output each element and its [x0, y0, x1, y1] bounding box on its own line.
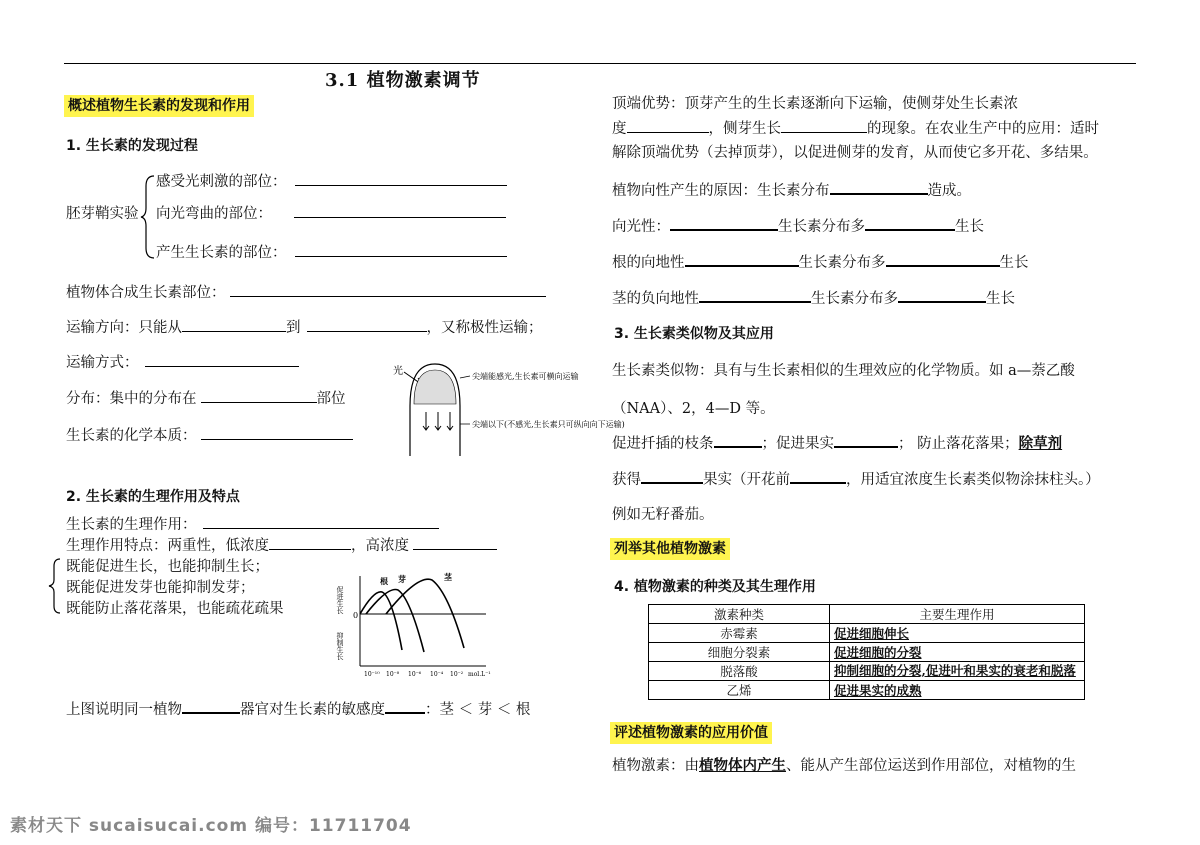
- hormone-name: 脱落酸: [649, 662, 830, 681]
- light-label: 光: [393, 366, 403, 377]
- xtick-1: 10⁻¹⁰: [364, 671, 380, 678]
- section-highlight-1: 概述植物生长素的发现和作用: [64, 95, 254, 115]
- subheading-2: 2. 生长素的生理作用及特点: [66, 489, 240, 505]
- top-rule: [64, 63, 1136, 64]
- feature-brace: [46, 556, 64, 616]
- example-line: 例如无籽番茄。: [612, 507, 714, 523]
- subheading-4: 4. 植物激素的种类及其生理作用: [614, 579, 816, 595]
- watermark: 素材天下 sucaisucai.com 编号：11711704: [10, 816, 412, 836]
- downward-arrow-icons: [423, 412, 453, 430]
- distribution: 分布：集中的分布在 部位: [66, 387, 346, 408]
- table-row: [649, 643, 1085, 662]
- analog-uses: 促进扦插的枝条 ；促进果实 ； 防止落花落果；除草剂: [612, 432, 1062, 453]
- table-header-row: [649, 605, 1085, 624]
- exp-item-2: 向光弯曲的部位：: [156, 202, 506, 223]
- graph-conclusion: 上图说明同一植物 器官对生长素的敏感度 ：茎 ＜ 芽 ＜ 根: [66, 698, 530, 719]
- page-title: 3.1 植物激素调节: [325, 70, 481, 91]
- chemical-nature: 生长素的化学本质：: [66, 424, 353, 445]
- hormone-name: 赤霉素: [649, 624, 830, 643]
- xtick-3: 10⁻⁶: [408, 671, 422, 678]
- curve-label-bud: 芽: [398, 574, 406, 584]
- xtick-5: 10⁻²: [450, 671, 464, 678]
- stem-gravitropism: 茎的负向地性 生长素分布多 生长: [612, 287, 1015, 308]
- exp-item-3: 产生生长素的部位：: [156, 241, 507, 262]
- brace-item-2: 既能促进发芽也能抑制发芽；: [66, 580, 255, 596]
- graph-zero: 0: [353, 611, 359, 620]
- curve-label-root: 根: [380, 576, 388, 586]
- hormone-table: [648, 604, 1085, 700]
- hormone-function: 抑制细胞的分裂,促进叶和果实的衰老和脱落: [830, 662, 1085, 681]
- physio-feature: 生理作用特点：两重性，低浓度 ，高浓度: [66, 534, 497, 555]
- hormone-name: 乙烯: [649, 681, 830, 700]
- analog-line-1: 生长素类似物：具有与生长素相似的生理效应的化学物质。如 a—萘乙酸: [612, 363, 1075, 379]
- apical-line-1: 顶端优势：顶芽产生的生长素逐渐向下运输，使侧芽处生长素浓: [612, 96, 1018, 112]
- coleoptile-figure: [390, 356, 625, 466]
- leader-lines: [460, 376, 470, 424]
- table-header-cell: 主要生理作用: [830, 605, 1085, 624]
- synthesis-line: 植物体合成生长素部位：: [66, 281, 546, 302]
- brace-item-3: 既能防止落花落果，也能疏花疏果: [66, 601, 284, 617]
- label-top: 尖端能感光,生长素可横向运输: [472, 372, 579, 381]
- root-gravitropism: 根的向地性 生长素分布多 生长: [612, 251, 1029, 272]
- hormone-definition: 植物激素：由植物体内产生、能从产生部位运送到作用部位，对植物的生: [612, 757, 1076, 774]
- experiment-label: 胚芽鞘实验: [66, 206, 139, 222]
- phototropism: 向光性： 生长素分布多 生长: [612, 215, 984, 236]
- graph-ylabel-top: 促进生长: [336, 586, 344, 614]
- subheading-3: 3. 生长素类似物及其应用: [614, 326, 774, 342]
- exp-item-1: 感受光刺激的部位：: [156, 170, 507, 191]
- table-row: [649, 681, 1085, 700]
- subheading-1: 1. 生长素的发现过程: [66, 138, 198, 154]
- apical-line-3: 解除顶端优势（去掉顶芽），以促进侧芽的发育，从而使它多开花、多结果。: [612, 145, 1098, 161]
- graph-ylabel-bottom: 抑制生长: [336, 632, 344, 660]
- curve-root: [360, 592, 402, 650]
- table-header-cell: 激素种类: [649, 605, 830, 624]
- coleoptile-tip: [414, 370, 456, 404]
- transport-direction: 运输方向：只能从 到 ，又称极性运输；: [66, 316, 543, 337]
- curve-label-stem: 茎: [444, 572, 452, 582]
- brace-item-1: 既能促进生长，也能抑制生长；: [66, 559, 269, 575]
- section-highlight-2: 列举其他植物激素: [610, 538, 730, 558]
- table-row: [649, 662, 1085, 681]
- response-graph: [336, 570, 496, 682]
- apical-line-2: 度 ，侧芽生长 的现象。在农业生产中的应用：适时: [612, 117, 1099, 138]
- xtick-2: 10⁻⁸: [386, 671, 400, 678]
- label-bottom: 尖端以下(不感光,生长素只可纵向向下运输): [472, 420, 625, 429]
- tropism-cause: 植物向性产生的原因：生长素分布 造成。: [612, 179, 971, 200]
- section-highlight-3: 评述植物激素的应用价值: [610, 722, 772, 742]
- physio-action: 生长素的生理作用：: [66, 513, 439, 534]
- hormone-function: 促进细胞伸长: [830, 624, 1085, 643]
- xunit: mol.L⁻¹: [468, 671, 491, 678]
- analog-line-2: （NAA）、2，4—D 等。: [612, 401, 775, 417]
- hormone-function: 促进果实的成熟: [830, 681, 1085, 700]
- hormone-function: 促进细胞的分裂: [830, 643, 1085, 662]
- transport-mode: 运输方式：: [66, 351, 299, 372]
- hormone-name: 细胞分裂素: [649, 643, 830, 662]
- table-row: [649, 624, 1085, 643]
- xtick-4: 10⁻⁴: [430, 671, 444, 678]
- seedless-fruit: 获得 果实（开花前 ，用适宜浓度生长素类似物涂抹柱头。）: [612, 468, 1100, 489]
